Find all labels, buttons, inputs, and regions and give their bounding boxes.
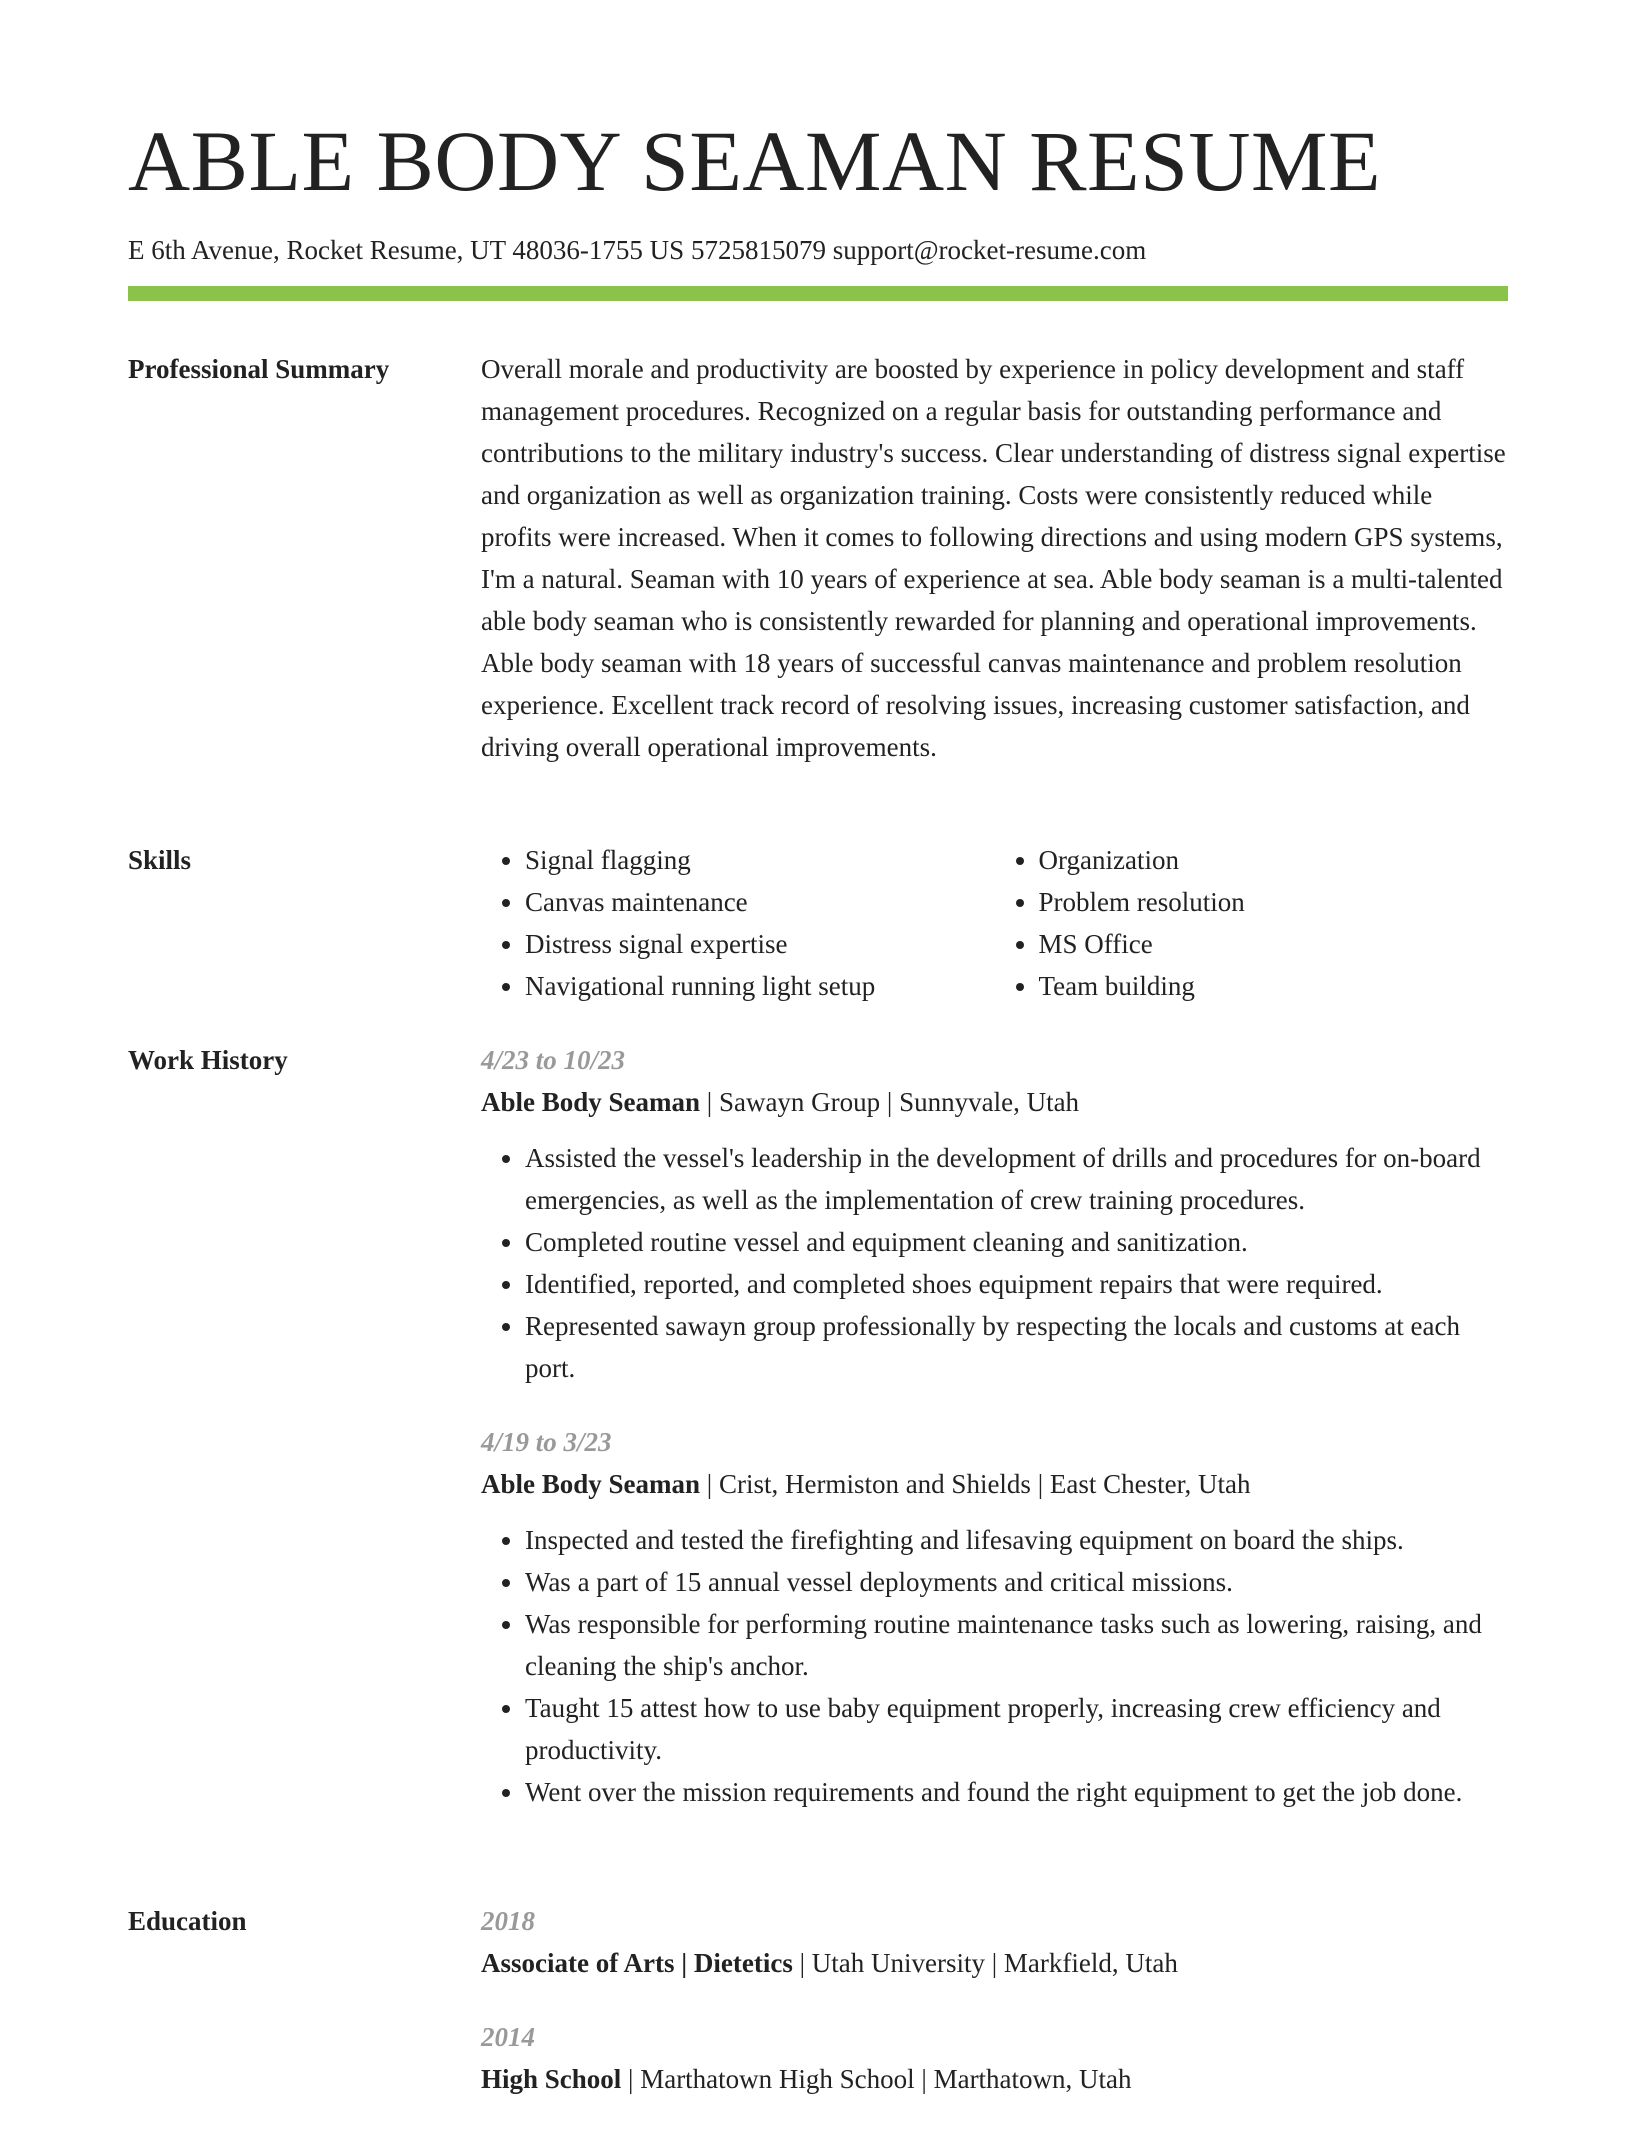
job-bullet: • Was responsible for performing routine maintenance tasks such as lowering, raising, and cleaning the ship's anchor.	[525, 1603, 1508, 1687]
skills-column-left	[481, 839, 995, 1007]
job-bullet: • Went over the mission requirements and found the right equipment to get the job done.	[525, 1771, 1508, 1813]
section-body	[481, 1900, 1508, 2132]
job-title: Able Body Seaman	[481, 1469, 701, 1499]
job-bullet: • Completed routine vessel and equipment cleaning and sanitization.	[525, 1221, 1508, 1263]
section-label: Professional Summary	[128, 354, 390, 384]
job-details: | Crist, Hermiston and Shields | East Chester, Utah	[700, 1469, 1251, 1499]
education-date: 2014	[481, 2022, 535, 2052]
education-details: | Utah University | Markfield, Utah	[792, 1948, 1178, 1978]
education-degree: Associate of Arts | Dietetics	[481, 1948, 793, 1978]
section-body	[481, 348, 1508, 768]
job-title-line	[481, 1463, 1508, 1505]
job-details: | Sawayn Group | Sunnyvale, Utah	[700, 1087, 1080, 1117]
skill-item: • Problem resolution	[1039, 881, 1509, 923]
skill-item: • MS Office	[1039, 923, 1509, 965]
job-bullet: • Was a part of 15 annual vessel deployments and critical missions.	[525, 1561, 1508, 1603]
resume-title: ABLE BODY SEAMAN RESUME	[128, 113, 1381, 209]
education-line	[481, 2058, 1508, 2100]
job-entry	[481, 1421, 1508, 1813]
job-bullet: • Taught 15 attest how to use baby equipment properly, increasing crew efficiency and productivity.	[525, 1687, 1508, 1771]
job-date: 4/23 to 10/23	[481, 1045, 626, 1075]
skill-item: • Signal flagging	[525, 839, 995, 881]
job-bullet: • Identified, reported, and completed shoes equipment repairs that were required.	[525, 1263, 1508, 1305]
contact-info: E 6th Avenue, Rocket Resume, UT 48036-1755 US 5725815079 support@rocket-resume.com	[128, 235, 1147, 265]
skills-column-right	[995, 839, 1509, 1007]
skill-item: • Organization	[1039, 839, 1509, 881]
job-bullet: • Inspected and tested the firefighting and lifesaving equipment on board the ships.	[525, 1519, 1508, 1561]
skill-item: • Team building	[1039, 965, 1509, 1007]
job-bullet: • Represented sawayn group professionally by respecting the locals and customs at each port.	[525, 1305, 1508, 1389]
job-bullet: • Assisted the vessel's leadership in the development of drills and procedures for on-board emergencies, as well as the implementation of crew training procedures.	[525, 1137, 1508, 1221]
education-entry	[481, 1900, 1508, 1984]
job-title: Able Body Seaman	[481, 1087, 701, 1117]
job-entry	[481, 1039, 1508, 1389]
summary-paragraph: Overall morale and productivity are boosted by experience in policy development and staff management procedures. Recognized on a regular basis for outstanding performance and contributions to the military industry's success. Clear understanding of distress signal expertise and organization as well as organization training. Costs were consistently reduced while profits were increased. When it comes to following directions and using modern GPS systems, I'm a natural. Seaman with 10 years of experience at sea. Able body seaman is a multi-talented able body seaman who is consistently rewarded for planning and operational improvements. Able body seaman with 18 years of successful canvas maintenance and problem resolution experience. Excellent track record of resolving issues, increasing customer satisfaction, and driving overall operational improvements.	[481, 354, 1506, 762]
skill-item: • Navigational running light setup	[525, 965, 995, 1007]
education-date: 2018	[481, 1906, 535, 1936]
job-bullets	[481, 1519, 1508, 1813]
skill-item: • Distress signal expertise	[525, 923, 995, 965]
skills-columns	[481, 839, 1508, 1007]
section-label: Work History	[128, 1045, 288, 1075]
education-degree: High School	[481, 2064, 622, 2094]
job-bullets	[481, 1137, 1508, 1389]
job-date: 4/19 to 3/23	[481, 1427, 612, 1457]
accent-divider	[128, 286, 1508, 301]
education-line	[481, 1942, 1508, 1984]
section-body	[481, 839, 1508, 1007]
job-title-line	[481, 1081, 1508, 1123]
skill-item: • Canvas maintenance	[525, 881, 995, 923]
section-label: Skills	[128, 845, 192, 875]
education-details: | Marthatown High School | Marthatown, Utah	[621, 2064, 1132, 2094]
section-body	[481, 1039, 1508, 1845]
education-entry	[481, 2016, 1508, 2100]
section-label: Education	[128, 1906, 247, 1936]
